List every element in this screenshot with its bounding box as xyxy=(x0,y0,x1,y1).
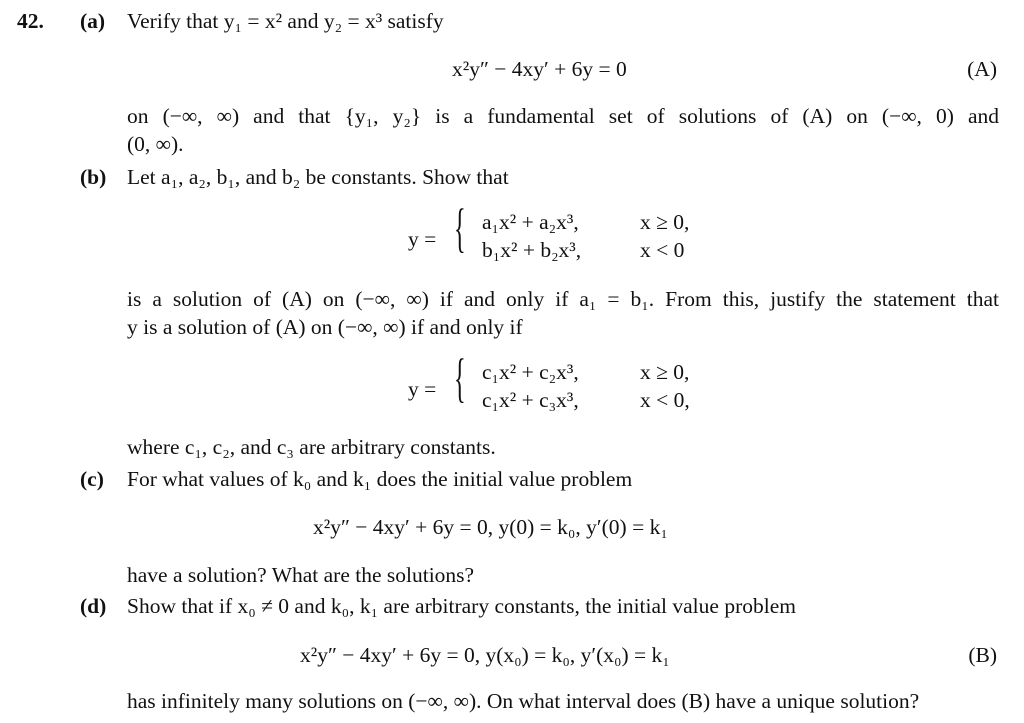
piecewise-1-row1-cond: x ≥ 0, xyxy=(640,210,690,234)
part-a-label: (a) xyxy=(80,9,106,33)
part-d-intro: Show that if x₀ ≠ 0 and k₀, k₁ are arbitrary constants, the initial value problem xyxy=(127,594,796,618)
piecewise-2-row1-expr: c₁x² + c₂x³, xyxy=(482,360,579,384)
part-b-text-line: y is a solution of (A) on (−∞, ∞) if and only if xyxy=(127,315,523,339)
equation-tag-b: (B) xyxy=(968,643,997,667)
left-brace-icon: { xyxy=(454,348,466,408)
piecewise-2-row1-cond: x ≥ 0, xyxy=(640,360,690,384)
part-d-label: (d) xyxy=(80,594,107,618)
part-c-intro: For what values of k₀ and k₁ does the initial value problem xyxy=(127,467,633,491)
equation-tag-a: (A) xyxy=(967,57,997,81)
piecewise-1-row1-expr: a₁x² + a₂x³, xyxy=(482,210,579,234)
problem-number: 42. xyxy=(17,9,44,33)
part-b-text-line: where c₁, c₂, and c₃ are arbitrary constants. xyxy=(127,435,496,459)
part-a-text-line: (0, ∞). xyxy=(127,132,184,156)
part-c-text-line: have a solution? What are the solutions? xyxy=(127,563,475,587)
piecewise-1-row2-expr: b₁x² + b₂x³, xyxy=(482,238,582,262)
part-b-intro: Let a₁, a₂, b₁, and b₂ be constants. Show that xyxy=(127,165,509,189)
part-c-label: (c) xyxy=(80,467,104,491)
part-b-label: (b) xyxy=(80,165,107,189)
equation-a: x²y″ − 4xy′ + 6y = 0 xyxy=(452,57,627,81)
left-brace-icon: { xyxy=(454,198,466,258)
piecewise-1-lhs: y = xyxy=(408,227,437,251)
piecewise-2-lhs: y = xyxy=(408,377,437,401)
piecewise-2-row2-cond: x < 0, xyxy=(640,388,690,412)
equation-c: x²y″ − 4xy′ + 6y = 0, y(0) = k₀, y′(0) = k₁ xyxy=(313,515,668,539)
piecewise-1-row2-cond: x < 0 xyxy=(640,238,685,262)
equation-d: x²y″ − 4xy′ + 6y = 0, y(x₀) = k₀, y′(x₀) = k₁ xyxy=(300,643,670,667)
part-d-text-line: has infinitely many solutions on (−∞, ∞). On what interval does (B) have a unique solution? xyxy=(127,689,920,713)
part-a-intro: Verify that y₁ = x² and y₂ = x³ satisfy xyxy=(127,9,444,33)
piecewise-2-row2-expr: c₁x² + c₃x³, xyxy=(482,388,579,412)
part-a-text-line: on (−∞, ∞) and that {y₁, y₂} is a fundamental set of solutions of (A) on (−∞, 0) and xyxy=(127,104,999,128)
part-b-text-line: is a solution of (A) on (−∞, ∞) if and only if a₁ = b₁. From this, justify the statement that xyxy=(127,287,999,311)
